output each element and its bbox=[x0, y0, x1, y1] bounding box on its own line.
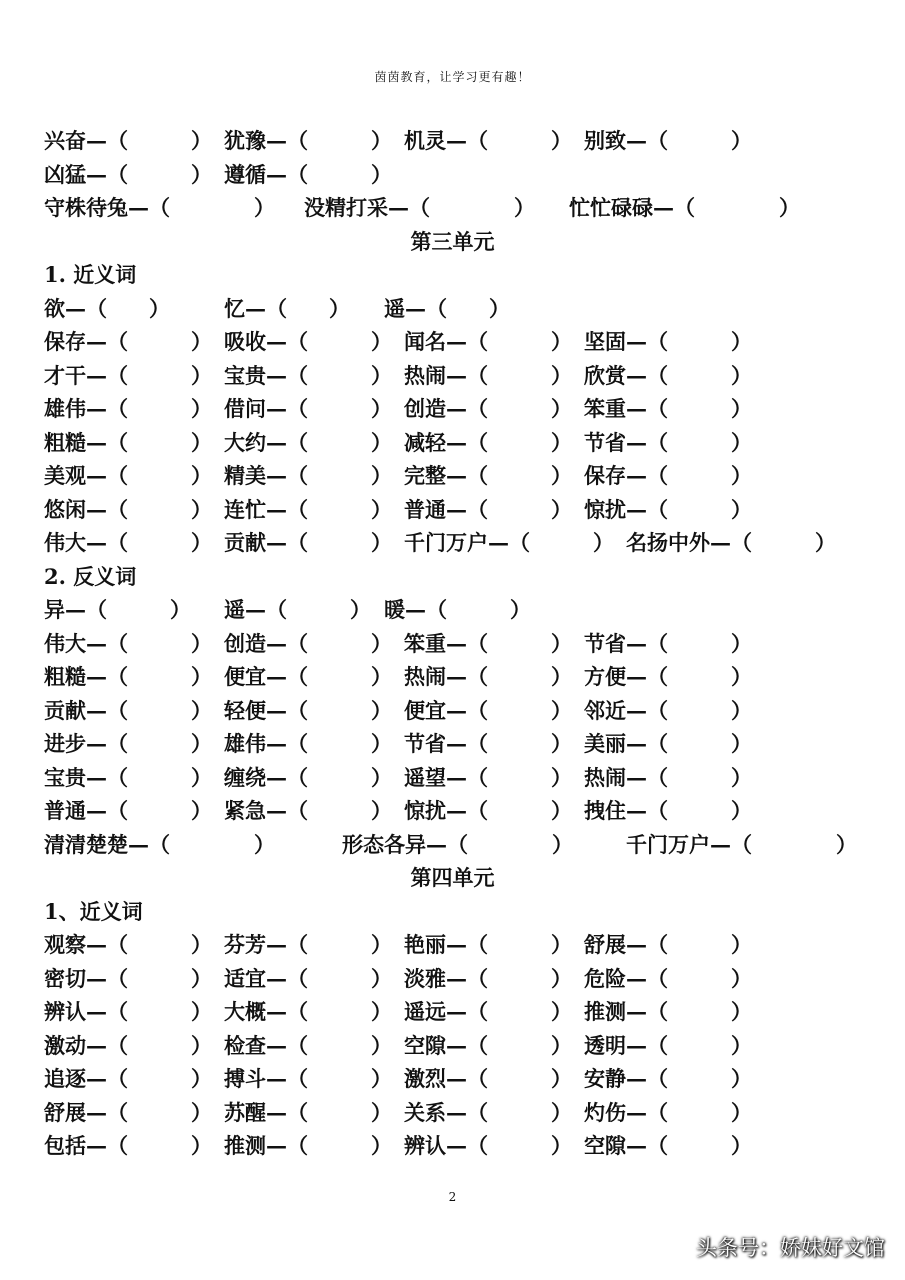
word-blank-item: 惊扰—（ ） bbox=[584, 496, 752, 522]
word-blank-item: 遥—（ ） bbox=[224, 597, 371, 622]
word-blank-item: 形态各异—（ ） bbox=[342, 831, 573, 857]
word-blank-item: 轻便—（ ） bbox=[224, 697, 392, 723]
word-blank-item: 紧急—（ ） bbox=[224, 798, 392, 823]
page-header: 茵茵教育，让学习更有趣！ bbox=[374, 70, 531, 84]
word-blank-item: 伟大—（ ） bbox=[44, 630, 212, 656]
word-blank-item: 邻近—（ ） bbox=[584, 697, 752, 723]
word-blank-item: 欲—（ ） bbox=[44, 295, 170, 321]
word-blank-item: 热闹—（ ） bbox=[404, 664, 572, 689]
word-blank-item: 兴奋—（ ） bbox=[44, 128, 212, 153]
word-blank-item: 芬芳—（ ） bbox=[224, 932, 392, 957]
word-blank-item: 笨重—（ ） bbox=[404, 630, 572, 656]
word-blank-item: 减轻—（ ） bbox=[404, 429, 572, 455]
word-blank-item: 方便—（ ） bbox=[584, 664, 752, 689]
word-blank-item: 进步—（ ） bbox=[44, 731, 212, 756]
word-blank-item: 激烈—（ ） bbox=[404, 1066, 572, 1091]
word-blank-item: 创造—（ ） bbox=[404, 396, 572, 421]
word-blank-item: 空隙—（ ） bbox=[584, 1133, 752, 1158]
watermark-text: 头条号：娇妹好文馆 bbox=[696, 1236, 885, 1260]
word-blank-item: 观察—（ ） bbox=[44, 932, 212, 957]
word-blank-item: 检查—（ ） bbox=[224, 1032, 392, 1058]
word-blank-item: 安静—（ ） bbox=[584, 1066, 752, 1091]
word-blank-item: 美丽—（ ） bbox=[584, 731, 752, 756]
word-blank-item: 悠闲—（ ） bbox=[44, 496, 212, 522]
unit-three-heading: 第三单元 bbox=[410, 228, 495, 254]
word-blank-item: 辨认—（ ） bbox=[44, 999, 212, 1024]
word-blank-item: 保存—（ ） bbox=[44, 329, 212, 354]
word-blank-item: 才干—（ ） bbox=[44, 362, 212, 388]
synonym-section-title: 1. 近义词 bbox=[44, 262, 137, 287]
word-blank-item: 危险—（ ） bbox=[584, 965, 752, 991]
word-blank-item: 节省—（ ） bbox=[404, 731, 572, 756]
word-blank-item: 暖—（ ） bbox=[384, 597, 531, 622]
word-blank-item: 吸收—（ ） bbox=[224, 329, 392, 354]
word-blank-item: 节省—（ ） bbox=[584, 429, 752, 455]
word-blank-item: 守株待兔—（ ） bbox=[44, 195, 275, 220]
word-blank-item: 惊扰—（ ） bbox=[404, 798, 572, 823]
word-blank-item: 凶猛—（ ） bbox=[44, 161, 212, 187]
word-blank-item: 推测—（ ） bbox=[584, 999, 752, 1024]
word-blank-item: 便宜—（ ） bbox=[404, 697, 572, 723]
word-blank-item: 借问—（ ） bbox=[224, 396, 392, 421]
page-number: 2 bbox=[448, 1190, 457, 1204]
word-blank-item: 遵循—（ ） bbox=[224, 161, 392, 187]
word-blank-item: 清清楚楚—（ ） bbox=[44, 831, 275, 857]
word-blank-item: 热闹—（ ） bbox=[404, 362, 572, 388]
word-blank-item: 完整—（ ） bbox=[404, 463, 572, 488]
word-blank-item: 遥望—（ ） bbox=[404, 764, 572, 790]
synonym-section-title: 1、近义词 bbox=[44, 898, 143, 924]
word-blank-item: 节省—（ ） bbox=[584, 630, 752, 656]
word-blank-item: 淡雅—（ ） bbox=[404, 965, 572, 991]
word-blank-item: 名扬中外—（ ） bbox=[626, 530, 836, 555]
word-blank-item: 粗糙—（ ） bbox=[44, 429, 212, 455]
word-blank-item: 宝贵—（ ） bbox=[44, 764, 212, 790]
word-blank-item: 千门万户—（ ） bbox=[404, 530, 614, 555]
word-blank-item: 艳丽—（ ） bbox=[404, 932, 572, 957]
word-blank-item: 闻名—（ ） bbox=[404, 329, 572, 354]
word-blank-item: 密切—（ ） bbox=[44, 965, 212, 991]
word-blank-item: 关系—（ ） bbox=[404, 1099, 572, 1125]
word-blank-item: 大约—（ ） bbox=[224, 429, 392, 455]
word-blank-item: 拽住—（ ） bbox=[584, 798, 752, 823]
word-blank-item: 忆—（ ） bbox=[224, 295, 350, 321]
word-blank-item: 创造—（ ） bbox=[224, 630, 392, 656]
word-blank-item: 雄伟—（ ） bbox=[224, 731, 392, 756]
word-blank-item: 没精打采—（ ） bbox=[304, 195, 535, 220]
word-blank-item: 包括—（ ） bbox=[44, 1133, 212, 1158]
word-blank-item: 千门万户—（ ） bbox=[626, 831, 857, 857]
word-blank-item: 灼伤—（ ） bbox=[584, 1099, 752, 1125]
word-blank-item: 缠绕—（ ） bbox=[224, 764, 392, 790]
word-blank-item: 适宜—（ ） bbox=[224, 965, 392, 991]
word-blank-item: 贡献—（ ） bbox=[224, 530, 392, 555]
word-blank-item: 犹豫—（ ） bbox=[224, 128, 392, 153]
word-blank-item: 坚固—（ ） bbox=[584, 329, 752, 354]
word-blank-item: 粗糙—（ ） bbox=[44, 664, 212, 689]
word-blank-item: 遥—（ ） bbox=[384, 295, 510, 321]
word-blank-item: 空隙—（ ） bbox=[404, 1032, 572, 1058]
word-blank-item: 笨重—（ ） bbox=[584, 396, 752, 421]
word-blank-item: 机灵—（ ） bbox=[404, 128, 572, 153]
word-blank-item: 美观—（ ） bbox=[44, 463, 212, 488]
word-blank-item: 贡献—（ ） bbox=[44, 697, 212, 723]
word-blank-item: 大概—（ ） bbox=[224, 999, 392, 1024]
word-blank-item: 追逐—（ ） bbox=[44, 1066, 212, 1091]
word-blank-item: 异—（ ） bbox=[44, 597, 191, 622]
word-blank-item: 舒展—（ ） bbox=[44, 1099, 212, 1125]
word-blank-item: 雄伟—（ ） bbox=[44, 396, 212, 421]
word-blank-item: 伟大—（ ） bbox=[44, 530, 212, 555]
word-blank-item: 欣赏—（ ） bbox=[584, 362, 752, 388]
unit-four-heading: 第四单元 bbox=[410, 865, 495, 890]
word-blank-item: 连忙—（ ） bbox=[224, 496, 392, 522]
word-blank-item: 苏醒—（ ） bbox=[224, 1099, 392, 1125]
antonym-section-title: 2. 反义词 bbox=[44, 563, 137, 589]
word-blank-item: 搏斗—（ ） bbox=[224, 1066, 392, 1091]
word-blank-item: 普通—（ ） bbox=[44, 798, 212, 823]
word-blank-item: 透明—（ ） bbox=[584, 1032, 752, 1058]
word-blank-item: 便宜—（ ） bbox=[224, 664, 392, 689]
word-blank-item: 精美—（ ） bbox=[224, 463, 392, 488]
word-blank-item: 普通—（ ） bbox=[404, 496, 572, 522]
word-blank-item: 激动—（ ） bbox=[44, 1032, 212, 1058]
word-blank-item: 别致—（ ） bbox=[584, 128, 752, 153]
word-blank-item: 辨认—（ ） bbox=[404, 1133, 572, 1158]
word-blank-item: 推测—（ ） bbox=[224, 1133, 392, 1158]
word-blank-item: 宝贵—（ ） bbox=[224, 362, 392, 388]
word-blank-item: 遥远—（ ） bbox=[404, 999, 572, 1024]
word-blank-item: 热闹—（ ） bbox=[584, 764, 752, 790]
word-blank-item: 忙忙碌碌—（ ） bbox=[569, 195, 800, 220]
word-blank-item: 舒展—（ ） bbox=[584, 932, 752, 957]
word-blank-item: 保存—（ ） bbox=[584, 463, 752, 488]
